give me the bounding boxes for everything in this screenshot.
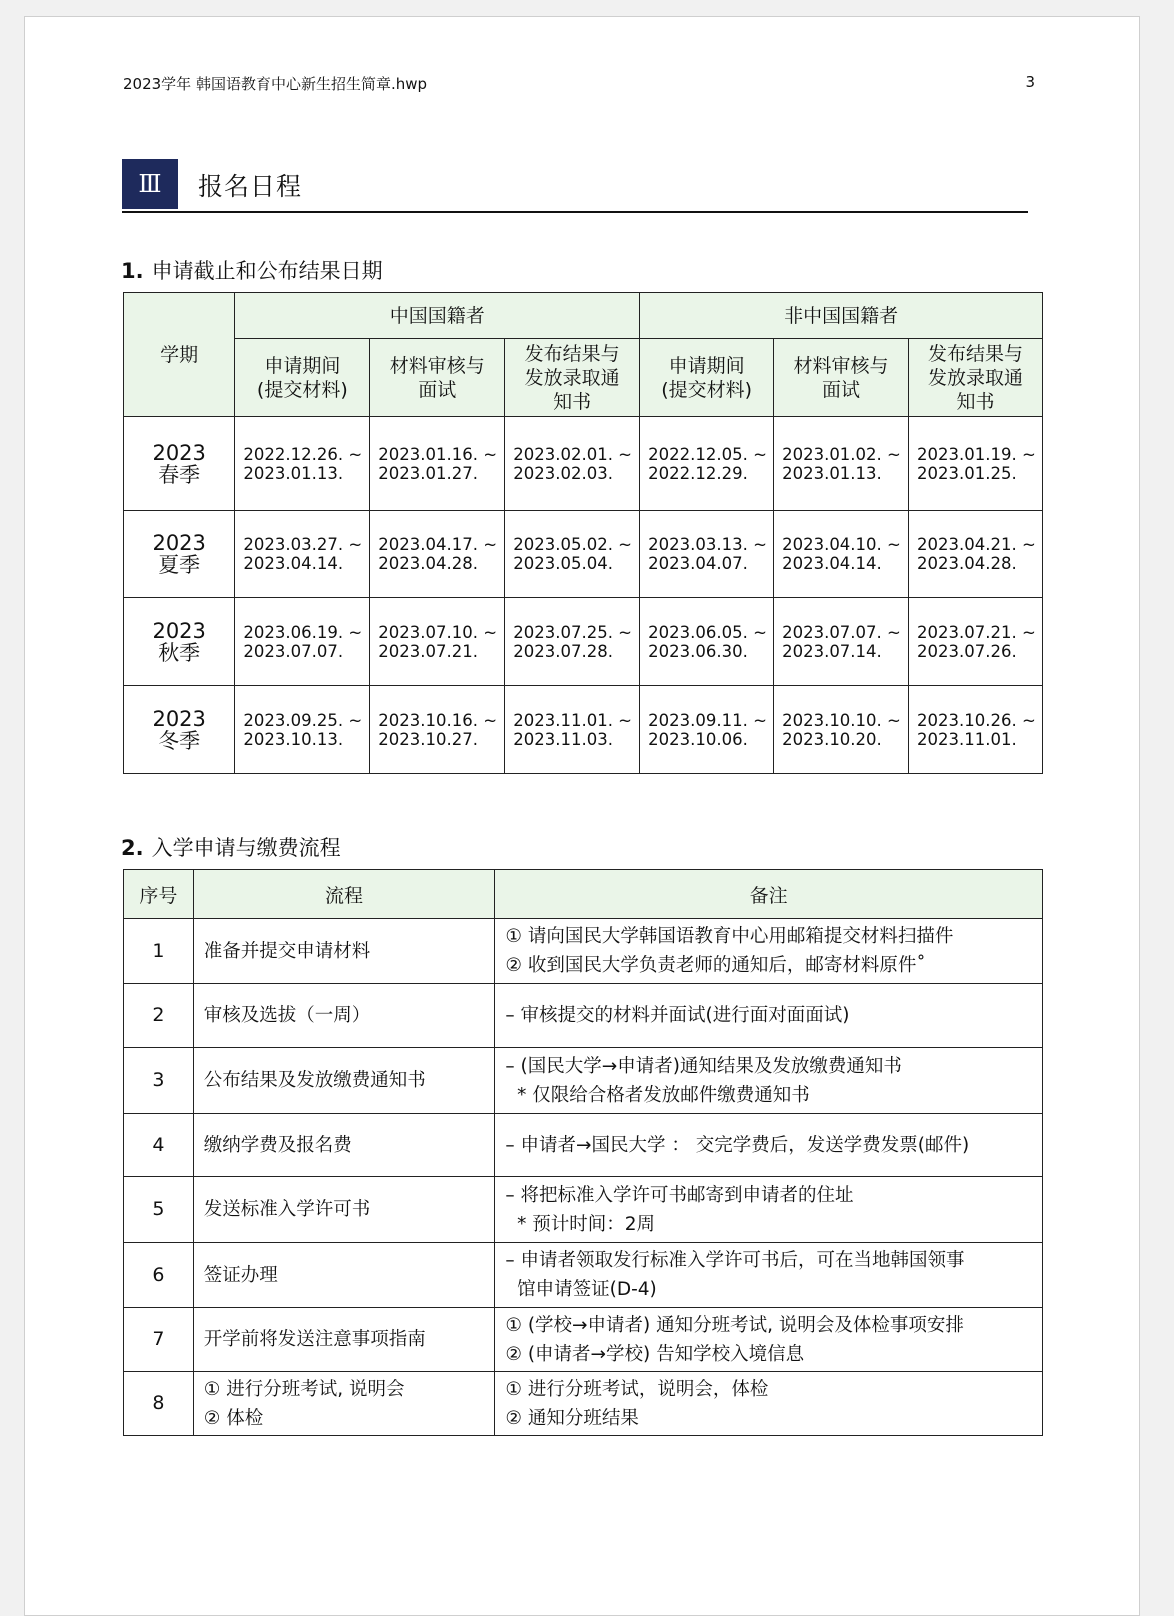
date-line: 2023.04.28. <box>378 554 479 573</box>
term-line: 2023 <box>152 618 206 643</box>
review-header-line: 面试 <box>418 378 457 401</box>
date-line: 2023.11.01. ~ <box>513 710 633 730</box>
date-line: 2023.06.30. <box>648 641 748 661</box>
term-cell <box>124 417 235 511</box>
remark-cell <box>495 1114 1043 1177</box>
process-row <box>124 1243 1043 1308</box>
process-row <box>124 1048 1043 1114</box>
date-range-cell <box>640 686 774 774</box>
remark-line: – 审核提交的材料并面试(进行面对面面试) <box>505 1005 850 1026</box>
step-number: 5 <box>124 1177 194 1243</box>
review-header <box>370 339 505 417</box>
result-header-line: 知书 <box>956 390 995 413</box>
process-line: 审核及选拔（一周） <box>203 1005 371 1026</box>
remark-cell <box>495 1308 1043 1372</box>
process-line: ② 体检 <box>203 1407 264 1429</box>
process-row <box>124 1177 1043 1243</box>
date-line: 2023.11.01. <box>917 729 1017 749</box>
review-header-line: 面试 <box>822 378 861 401</box>
remark-cell <box>495 1048 1043 1114</box>
date-range-cell <box>370 598 505 686</box>
date-line: 2023.03.13. ~ <box>648 535 767 554</box>
date-range-cell <box>505 417 640 511</box>
date-line: 2023.01.13. <box>782 463 882 483</box>
date-range-cell <box>774 511 909 598</box>
process-line: 签证办理 <box>203 1264 278 1286</box>
date-line: 2023.04.07. <box>648 554 748 573</box>
date-line: 2023.10.06. <box>648 729 748 749</box>
date-line: 2023.05.04. <box>513 554 613 573</box>
term-cell <box>124 598 235 686</box>
date-line: 2023.04.28. <box>917 554 1017 573</box>
result-header <box>505 339 640 417</box>
date-range-cell <box>909 511 1043 598</box>
date-line: 2023.07.25. ~ <box>513 622 633 642</box>
date-range-cell <box>505 686 640 774</box>
date-line: 2023.02.01. ~ <box>513 444 633 464</box>
step-number: 1 <box>124 919 194 984</box>
page-number: 3 <box>1025 73 1035 91</box>
date-line: 2023.04.21. ~ <box>917 535 1036 554</box>
date-line: 2023.04.17. ~ <box>378 535 498 554</box>
date-line: 2023.10.26. ~ <box>917 710 1036 730</box>
date-line: 2022.12.26. ~ <box>243 444 363 464</box>
subsection-1-text: 申请截止和公布结果日期 <box>151 259 383 283</box>
term-cell <box>124 511 235 598</box>
subsection-1-title <box>121 255 383 285</box>
term-line: 春季 <box>158 462 201 487</box>
process-cell <box>193 1243 495 1308</box>
remark-line: ② 通知分班结果 <box>505 1407 639 1429</box>
date-line: 2023.03.27. ~ <box>243 535 363 554</box>
result-header <box>909 339 1043 417</box>
header-remark: 备注 <box>495 870 1043 919</box>
apply-period-header <box>235 339 370 417</box>
date-range-cell <box>909 686 1043 774</box>
apply-period-header <box>640 339 774 417</box>
date-range-cell <box>505 511 640 598</box>
date-range-cell <box>235 417 370 511</box>
page-header <box>123 73 1035 94</box>
process-line: 缴纳学费及报名费 <box>203 1134 352 1156</box>
process-cell <box>193 1114 495 1177</box>
header-no: 序号 <box>124 870 194 919</box>
date-line: 2023.06.05. ~ <box>648 622 767 642</box>
date-line: 2023.01.13. <box>243 463 344 483</box>
group-header-non-cn: 非中国国籍者 <box>640 293 1043 339</box>
date-line: 2023.01.25. <box>917 463 1017 483</box>
result-header-line: 发布结果与 <box>524 342 620 365</box>
term-line: 冬季 <box>158 728 201 753</box>
process-cell <box>193 984 495 1048</box>
step-number: 8 <box>124 1372 194 1436</box>
date-range-cell <box>235 511 370 598</box>
date-range-cell <box>640 511 774 598</box>
remark-line: – 申请者领取发行标准入学许可书后，可在当地韩国领事 <box>505 1250 965 1271</box>
date-line: 2023.07.21. <box>378 641 479 661</box>
process-row <box>124 1114 1043 1177</box>
process-line: ① 进行分班考试, 说明会 <box>203 1378 405 1400</box>
term-cell <box>124 686 235 774</box>
schedule-row <box>124 511 1043 598</box>
remark-line: ② 收到国民大学负责老师的通知后，邮寄材料原件˚ <box>505 955 926 976</box>
subsection-2-title <box>121 832 341 862</box>
process-cell <box>193 1048 495 1114</box>
process-cell <box>193 919 495 984</box>
date-line: 2023.02.03. <box>513 463 613 483</box>
date-line: 2023.10.20. <box>782 729 882 749</box>
apply-period-header-line: 申请期间 <box>264 354 341 377</box>
date-line: 2023.07.10. ~ <box>378 622 498 642</box>
remark-cell <box>495 919 1043 984</box>
term-line: 2023 <box>152 531 206 555</box>
process-row <box>124 919 1043 984</box>
remark-line: – 申请者→国民大学 ： 交完学费后，发送学费发票(邮件) <box>505 1134 970 1156</box>
term-line: 2023 <box>152 706 206 731</box>
date-line: 2023.07.26. <box>917 641 1017 661</box>
process-cell <box>193 1308 495 1372</box>
term-header: 学期 <box>124 293 235 417</box>
review-header <box>774 339 909 417</box>
date-line: 2023.01.16. ~ <box>378 444 498 464</box>
date-range-cell <box>909 417 1043 511</box>
apply-period-header-line: 申请期间 <box>668 354 745 377</box>
schedule-row <box>124 417 1043 511</box>
date-range-cell <box>370 686 505 774</box>
schedule-table <box>123 292 1043 774</box>
date-range-cell <box>235 598 370 686</box>
result-header-line: 发布结果与 <box>927 342 1023 365</box>
result-header-line: 发放录取通 <box>524 366 620 389</box>
process-line: 开学前将发送注意事项指南 <box>203 1329 426 1350</box>
step-number: 3 <box>124 1048 194 1114</box>
header-process: 流程 <box>193 870 495 919</box>
section-title-text: 报名日程 <box>198 172 303 201</box>
remark-cell <box>495 984 1043 1048</box>
date-line: 2023.04.14. <box>243 554 344 573</box>
result-header-line: 发放录取通 <box>927 366 1023 389</box>
date-line: 2023.10.27. <box>378 729 479 749</box>
apply-period-header-line: (提交材料) <box>661 378 753 401</box>
review-header-line: 材料审核与 <box>793 354 889 377</box>
apply-period-header-line: (提交材料) <box>256 378 348 401</box>
date-range-cell <box>774 598 909 686</box>
remark-cell <box>495 1372 1043 1436</box>
step-number: 7 <box>124 1308 194 1372</box>
date-line: 2023.09.25. ~ <box>243 710 363 730</box>
date-range-cell <box>235 686 370 774</box>
group-header-cn: 中国国籍者 <box>235 293 640 339</box>
date-line: 2022.12.29. <box>648 463 748 483</box>
section-numeral: Ⅲ <box>122 159 178 209</box>
date-line: 2023.10.13. <box>243 729 344 749</box>
date-range-cell <box>640 598 774 686</box>
process-row <box>124 1372 1043 1436</box>
date-line: 2023.01.27. <box>378 463 479 483</box>
process-line: 发送标准入学许可书 <box>203 1199 371 1220</box>
date-range-cell <box>909 598 1043 686</box>
date-line: 2023.09.11. ~ <box>648 710 767 730</box>
document-page <box>24 16 1140 1616</box>
date-line: 2022.12.05. ~ <box>648 444 767 464</box>
header-filename: 2023学年 韩国语教育中心新生招生简章.hwp <box>123 75 428 93</box>
remark-line: ① 请向国民大学韩国语教育中心用邮箱提交材料扫描件 <box>505 926 954 947</box>
date-line: 2023.05.02. ~ <box>513 535 633 554</box>
subsection-2-number: 2. <box>121 836 144 860</box>
date-line: 2023.01.02. ~ <box>782 444 901 464</box>
step-number: 4 <box>124 1114 194 1177</box>
process-cell <box>193 1372 495 1436</box>
date-range-cell <box>774 417 909 511</box>
process-line: 准备并提交申请材料 <box>203 940 371 962</box>
date-line: 2023.07.07. <box>243 641 344 661</box>
date-line: 2023.01.19. ~ <box>917 444 1036 464</box>
section-title <box>122 159 1028 213</box>
remark-cell <box>495 1243 1043 1308</box>
step-number: 2 <box>124 984 194 1048</box>
date-line: 2023.07.14. <box>782 641 882 661</box>
process-table <box>123 869 1043 1436</box>
remark-line: * 预计时间：2周 <box>505 1213 656 1235</box>
remark-line: ② (申请者→学校) 告知学校入境信息 <box>505 1343 805 1365</box>
date-range-cell <box>370 417 505 511</box>
schedule-row <box>124 598 1043 686</box>
date-range-cell <box>505 598 640 686</box>
remark-line: – (国民大学→申请者)通知结果及发放缴费通知书 <box>505 1055 902 1077</box>
remark-line: 馆申请签证(D-4) <box>505 1279 657 1300</box>
remark-cell <box>495 1177 1043 1243</box>
date-range-cell <box>370 511 505 598</box>
process-row <box>124 984 1043 1048</box>
remark-line: * 仅限给合格者发放邮件缴费通知书 <box>505 1084 810 1106</box>
date-line: 2023.10.16. ~ <box>378 710 498 730</box>
schedule-row <box>124 686 1043 774</box>
remark-line: ① (学校→申请者) 通知分班考试, 说明会及体检事项安排 <box>505 1314 964 1336</box>
date-line: 2023.04.10. ~ <box>782 535 901 554</box>
date-line: 2023.06.19. ~ <box>243 622 363 642</box>
date-line: 2023.07.07. ~ <box>782 622 901 642</box>
process-row <box>124 1308 1043 1372</box>
date-line: 2023.07.28. <box>513 641 613 661</box>
remark-line: ① 进行分班考试，说明会，体检 <box>505 1378 769 1400</box>
process-cell <box>193 1177 495 1243</box>
term-line: 夏季 <box>158 553 201 577</box>
term-line: 2023 <box>152 440 206 465</box>
step-number: 6 <box>124 1243 194 1308</box>
subsection-1-number: 1. <box>121 259 144 283</box>
date-line: 2023.10.10. ~ <box>782 710 901 730</box>
term-line: 秋季 <box>158 640 201 665</box>
result-header-line: 知书 <box>553 390 592 413</box>
date-line: 2023.04.14. <box>782 554 882 573</box>
subsection-2-text: 入学申请与缴费流程 <box>151 836 341 860</box>
review-header-line: 材料审核与 <box>389 354 485 377</box>
date-line: 2023.07.21. ~ <box>917 622 1036 642</box>
process-line: 公布结果及发放缴费通知书 <box>203 1070 426 1091</box>
date-range-cell <box>640 417 774 511</box>
date-line: 2023.11.03. <box>513 729 613 749</box>
date-range-cell <box>774 686 909 774</box>
remark-line: – 将把标准入学许可书邮寄到申请者的住址 <box>505 1184 854 1206</box>
